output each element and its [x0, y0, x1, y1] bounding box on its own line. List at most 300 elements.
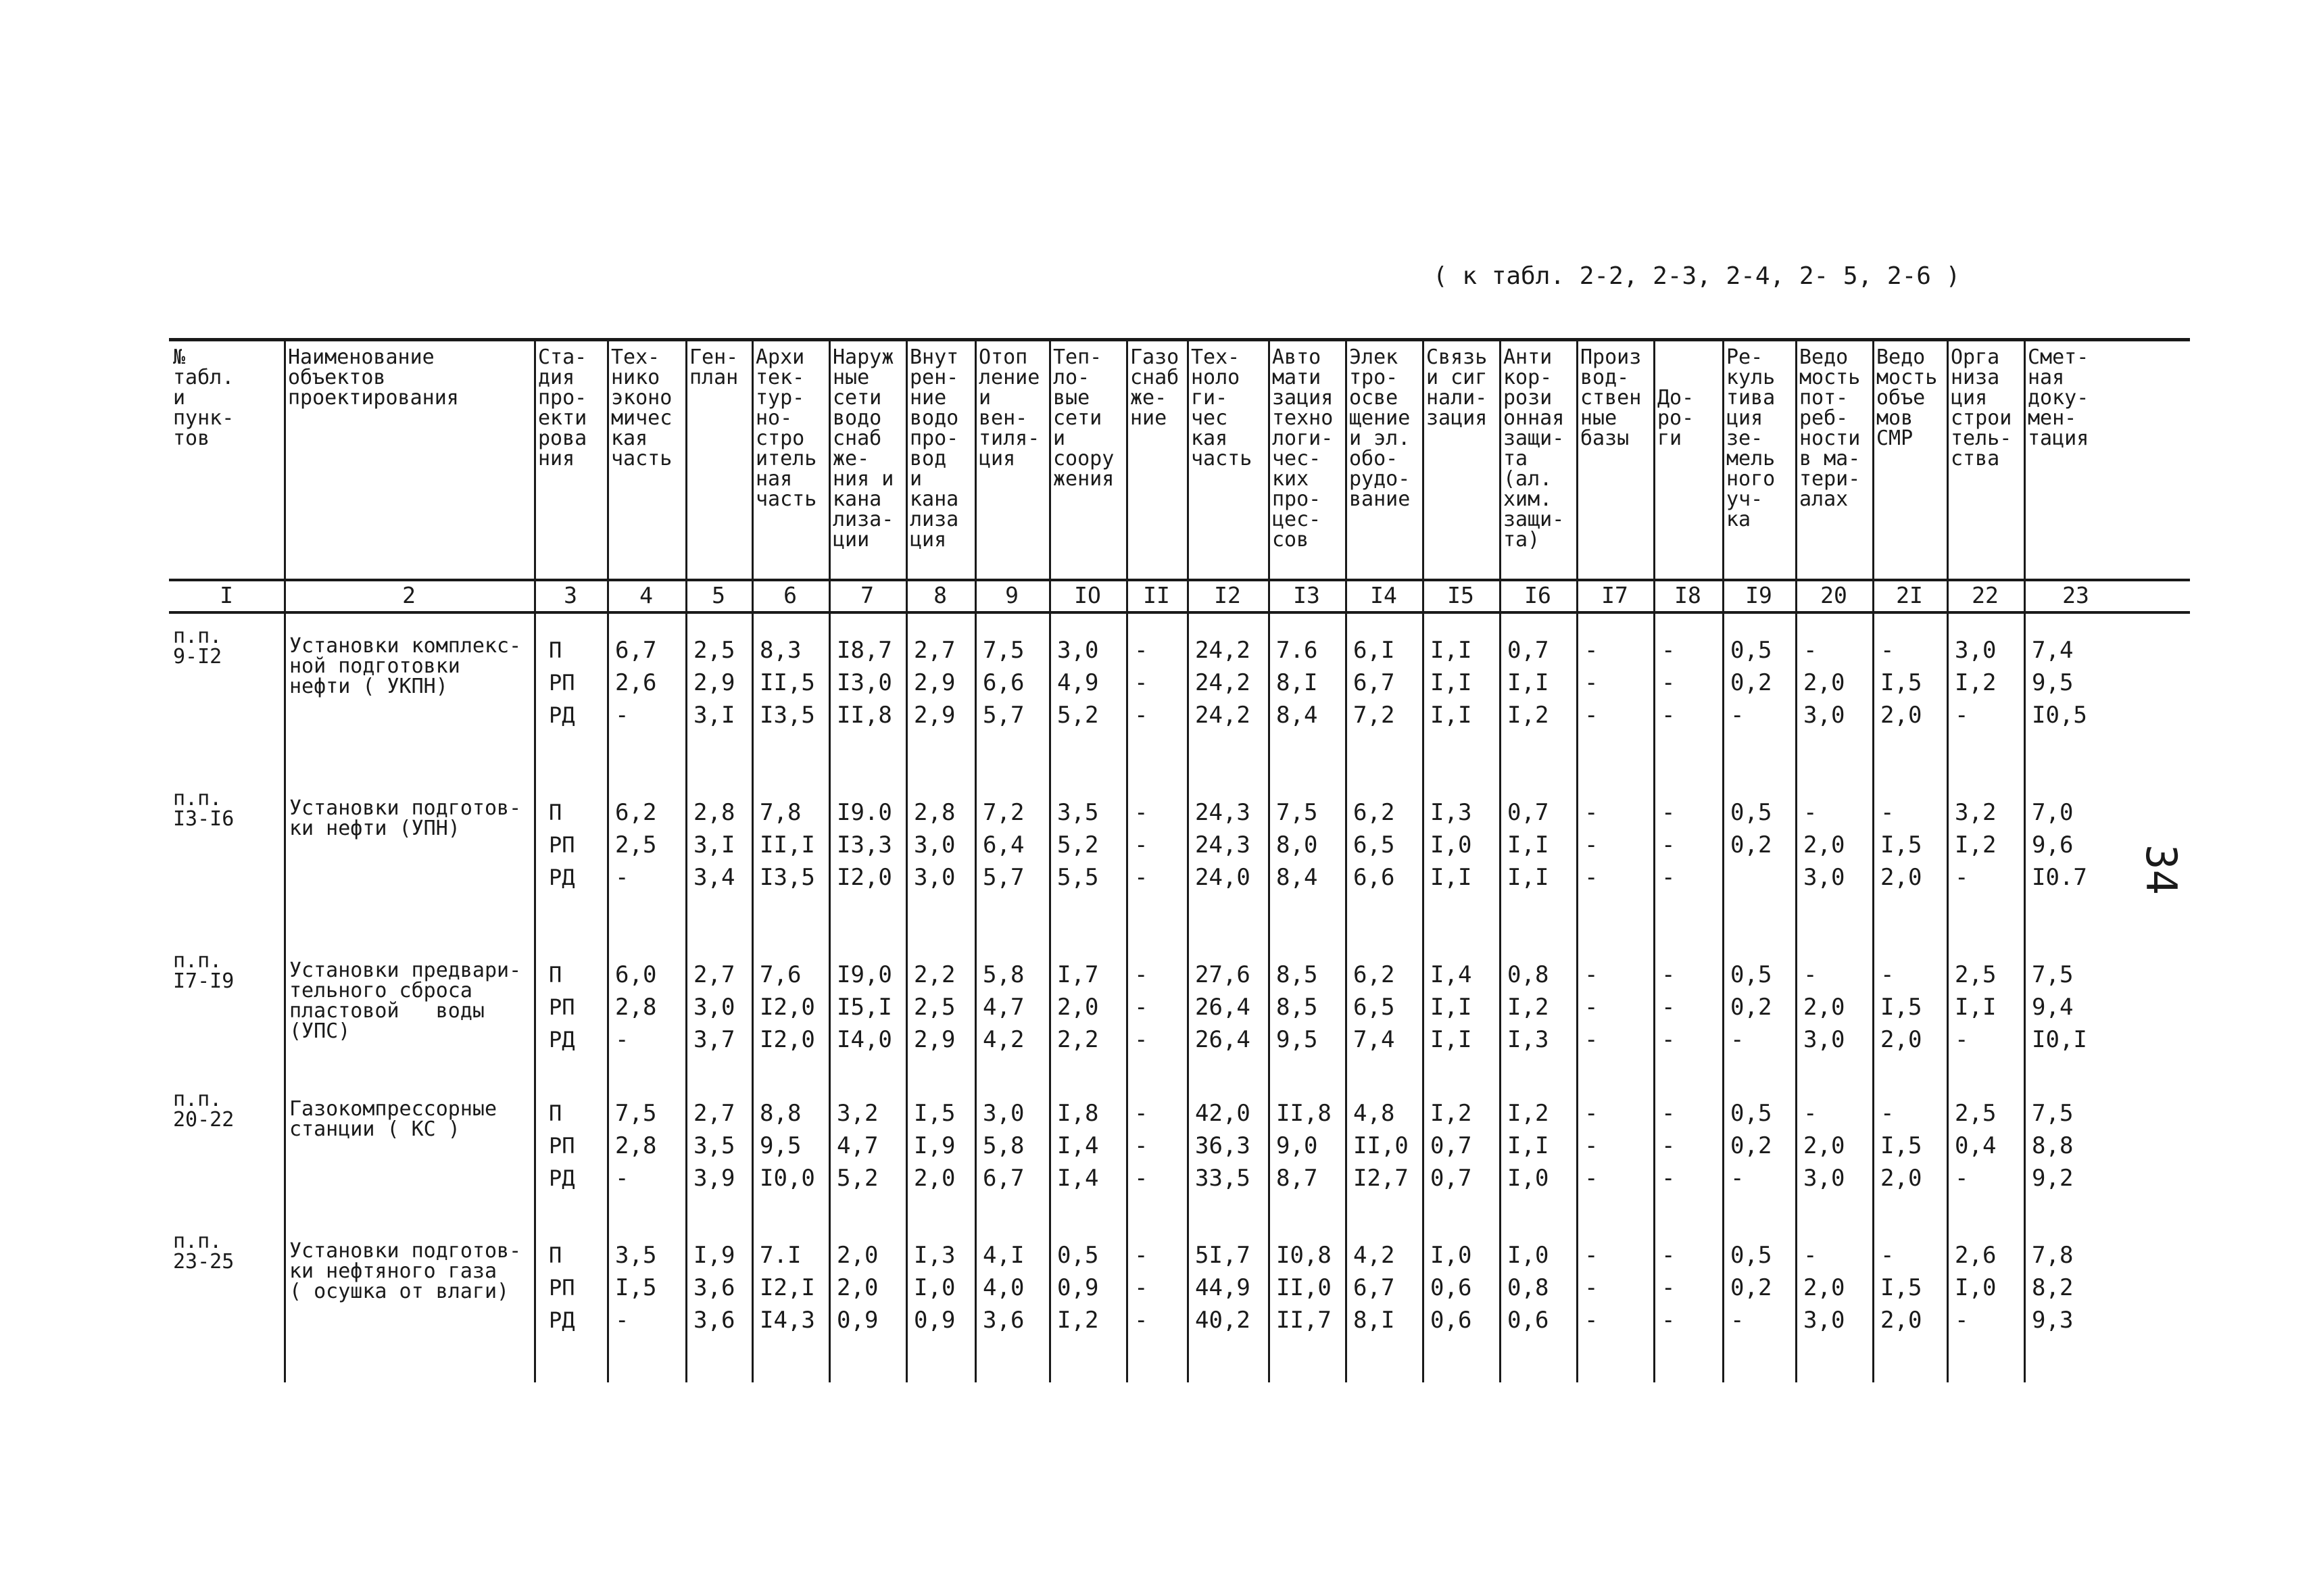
table-cell: 3,2	[837, 1100, 879, 1127]
table-cell: -	[1661, 1242, 1676, 1269]
table-cell: -	[1955, 702, 1969, 729]
object-name: Газокомпрессорные станции ( КС )	[289, 1097, 497, 1141]
table-cell: I,5	[1880, 831, 1922, 859]
column-header: № табл. и пунк- тов	[173, 345, 235, 450]
table-cell: 2,7	[693, 1100, 735, 1127]
table-cell: 9,2	[2032, 1165, 2074, 1192]
table-cell: -	[1134, 1165, 1148, 1192]
column-header: Элек тро- осве щение и эл. обо- рудо- вание	[1349, 345, 1411, 511]
table-cell: -	[1584, 799, 1599, 826]
column-divider	[906, 338, 908, 1382]
table-cell: I2,7	[1353, 1165, 1409, 1192]
table-cell: I,I	[1507, 1132, 1549, 1159]
table-cell: -	[1584, 831, 1599, 859]
table-cell: I2,I	[760, 1274, 815, 1301]
table-cell: -	[1880, 637, 1895, 664]
table-cell: I9,0	[837, 961, 892, 988]
table-cell: -	[1134, 994, 1148, 1021]
table-cell: 3,5	[1057, 799, 1099, 826]
table-cell: 2,0	[1803, 1132, 1845, 1159]
table-cell: I2,0	[837, 864, 892, 891]
table-cell: 2,7	[914, 637, 956, 664]
table-cell: -	[1134, 1026, 1148, 1053]
column-divider	[1653, 338, 1655, 1382]
table-cell: I,5	[615, 1274, 657, 1301]
column-divider	[1126, 338, 1128, 1382]
table-cell: 0,4	[1955, 1132, 1997, 1159]
table-cell: 7,5	[983, 637, 1025, 664]
table-cell: 6,4	[983, 831, 1025, 859]
table-cell: -	[1803, 1242, 1818, 1269]
table-cell: 2,5	[914, 994, 956, 1021]
table-cell: -	[1584, 702, 1599, 729]
table-cell: 2,0	[914, 1165, 956, 1192]
column-number: I9	[1745, 582, 1772, 608]
table-cell: 0,7	[1430, 1165, 1472, 1192]
table-cell: 2,0	[1880, 702, 1922, 729]
stage-cell: П	[549, 637, 562, 663]
table-cell: -	[1730, 702, 1745, 729]
column-header: Ведо мость пот- реб- ности в ма- тери- алах	[1799, 345, 1861, 511]
table-cell: 36,3	[1195, 1132, 1250, 1159]
table-cell: I3,5	[760, 702, 815, 729]
table-cell: 42,0	[1195, 1100, 1250, 1127]
table-cell: 3,0	[914, 864, 956, 891]
table-cell: 0,8	[1507, 961, 1549, 988]
table-cell: -	[1803, 1100, 1818, 1127]
table-cell: 2,8	[693, 799, 735, 826]
column-divider	[1872, 338, 1874, 1382]
table-cell: 24,2	[1195, 702, 1250, 729]
table-cell: 0,5	[1730, 799, 1772, 826]
table-cell: 0,2	[1730, 831, 1772, 859]
column-header: Ген- план	[689, 345, 739, 389]
table-cell: 3,0	[1955, 637, 1997, 664]
table-cell: 3,2	[1955, 799, 1997, 826]
column-divider	[1576, 338, 1578, 1382]
column-number: I	[220, 582, 233, 608]
table-cell: -	[1880, 1100, 1895, 1127]
column-divider	[2024, 338, 2026, 1382]
table-cell: -	[1661, 831, 1676, 859]
table-cell: 3,0	[1803, 864, 1845, 891]
table-cell: 4,2	[983, 1026, 1025, 1053]
table-cell: -	[1584, 669, 1599, 696]
table-cell: 2,8	[615, 1132, 657, 1159]
table-cell: 6,7	[1353, 669, 1395, 696]
column-divider	[1722, 338, 1724, 1382]
table-cell: II,7	[1276, 1307, 1332, 1334]
column-header: До- ро- ги	[1657, 386, 1695, 450]
table-cell: I,5	[1880, 1274, 1922, 1301]
table-cell: I,I	[1507, 831, 1549, 859]
table-cell: 4,7	[983, 994, 1025, 1021]
table-cell: 8,I	[1276, 669, 1318, 696]
table-cell: -	[1730, 1165, 1745, 1192]
table-cell: 4,2	[1353, 1242, 1395, 1269]
table-cell: I0,I	[2032, 1026, 2087, 1053]
table-cell: -	[1584, 1132, 1599, 1159]
table-cell: -	[1134, 637, 1148, 664]
table-cell: 9,5	[1276, 1026, 1318, 1053]
table-cell: 8,2	[2032, 1274, 2074, 1301]
table-cell: -	[1584, 1242, 1599, 1269]
table-cell: -	[615, 864, 629, 891]
table-cell: I,5	[1880, 994, 1922, 1021]
table-cell: 2,2	[1057, 1026, 1099, 1053]
table-cell: 5,2	[1057, 831, 1099, 859]
column-number: 6	[783, 582, 797, 608]
column-number: 4	[639, 582, 653, 608]
stage-cell: РП	[549, 994, 575, 1020]
table-cell: 2,0	[837, 1242, 879, 1269]
table-cell: I0,8	[1276, 1242, 1332, 1269]
table-cell: 5,5	[1057, 864, 1099, 891]
table-cell: 26,4	[1195, 994, 1250, 1021]
table-cell: 5,7	[983, 864, 1025, 891]
table-cell: I,0	[1430, 831, 1472, 859]
table-cell: 7,8	[760, 799, 802, 826]
column-header: Произ вод- ствен ные базы	[1580, 345, 1642, 450]
table-cell: 0,5	[1730, 961, 1772, 988]
table-cell: I5,I	[837, 994, 892, 1021]
table-cell: 3,5	[693, 1132, 735, 1159]
column-divider	[1422, 338, 1424, 1382]
column-header: Наименование объектов проектирования	[288, 345, 459, 410]
stage-cell: РП	[549, 1133, 575, 1159]
column-number: I6	[1524, 582, 1551, 608]
table-cell: 3,I	[693, 702, 735, 729]
table-cell: I3,0	[837, 669, 892, 696]
table-cell: 9,3	[2032, 1307, 2074, 1334]
table-cell: 24,2	[1195, 669, 1250, 696]
table-cell: 7,4	[1353, 1026, 1395, 1053]
table-cell: 8,5	[1276, 994, 1318, 1021]
table-cell: I0.7	[2032, 864, 2087, 891]
column-number: I4	[1370, 582, 1397, 608]
table-cell: -	[1584, 864, 1599, 891]
table-cell: 3,9	[693, 1165, 735, 1192]
stage-cell: П	[549, 962, 562, 988]
table-cell: I2,0	[760, 994, 815, 1021]
table-cell: I,0	[1955, 1274, 1997, 1301]
column-divider	[534, 338, 536, 1382]
table-cell: II,8	[837, 702, 892, 729]
column-divider	[752, 338, 754, 1382]
table-cell: 3,6	[693, 1274, 735, 1301]
table-cell: 0,5	[1730, 1100, 1772, 1127]
table-cell: I4,0	[837, 1026, 892, 1053]
table-cell: I,0	[914, 1274, 956, 1301]
table-cell: 24,2	[1195, 637, 1250, 664]
table-cell: 3,0	[914, 831, 956, 859]
table-cell: I,2	[1955, 669, 1997, 696]
stage-cell: П	[549, 1101, 562, 1126]
table-cell: 0,5	[1730, 1242, 1772, 1269]
table-cell: 0,9	[914, 1307, 956, 1334]
table-cell: -	[1584, 1100, 1599, 1127]
table-cell: 27,6	[1195, 961, 1250, 988]
column-number: IO	[1074, 582, 1101, 608]
column-number: I3	[1293, 582, 1320, 608]
table-cell: 2,6	[615, 669, 657, 696]
table-cell: -	[1661, 961, 1676, 988]
table-cell: 3,0	[1803, 1165, 1845, 1192]
table-cell: 3,5	[615, 1242, 657, 1269]
table-cell: 3,0	[1803, 1026, 1845, 1053]
table-cell: 0,2	[1730, 1274, 1772, 1301]
column-header: Отоп ление и вен- тиля- ция	[979, 345, 1040, 470]
table-cell: 0,6	[1507, 1307, 1549, 1334]
table-cell: I,I	[1430, 994, 1472, 1021]
object-name: Установки подготов- ки нефтяного газа ( осушка от влаги)	[289, 1239, 522, 1303]
stage-cell: РП	[549, 832, 575, 858]
table-cell: I,5	[914, 1100, 956, 1127]
table-cell: 5,8	[983, 1132, 1025, 1159]
table-cell: -	[1880, 799, 1895, 826]
table-cell: -	[1134, 831, 1148, 859]
table-cell: I,0	[1430, 1242, 1472, 1269]
column-number: 22	[1972, 582, 1999, 608]
table-cell: -	[1661, 1026, 1676, 1053]
table-cell: 7,5	[2032, 961, 2074, 988]
table-cell: -	[1661, 1100, 1676, 1127]
table-cell: 2,0	[1803, 669, 1845, 696]
column-divider	[607, 338, 609, 1382]
table-cell: -	[1955, 1165, 1969, 1192]
table-cell: 3,I	[693, 831, 735, 859]
column-number: I2	[1214, 582, 1241, 608]
table-cell: -	[1661, 864, 1676, 891]
table-cell: 4,7	[837, 1132, 879, 1159]
table-cell: 0,6	[1430, 1307, 1472, 1334]
table-cell: -	[1661, 1132, 1676, 1159]
table-cell: -	[1134, 1132, 1148, 1159]
table-cell: I,I	[1430, 1026, 1472, 1053]
table-cell: I,I	[1430, 702, 1472, 729]
table-cell: I,3	[1507, 1026, 1549, 1053]
column-header: Архи тек- тур- но- стро итель ная часть	[756, 345, 817, 511]
table-cell: 7,2	[983, 799, 1025, 826]
column-number: 2	[402, 582, 416, 608]
table-cell: 7,2	[1353, 702, 1395, 729]
table-cell: -	[1584, 1165, 1599, 1192]
table-top-rule	[169, 338, 2190, 341]
table-cell: -	[1880, 961, 1895, 988]
table-cell: I,0	[1507, 1242, 1549, 1269]
table-cell: -	[1661, 637, 1676, 664]
table-cell: -	[1134, 1274, 1148, 1301]
table-cell: 40,2	[1195, 1307, 1250, 1334]
table-cell: 3,4	[693, 864, 735, 891]
stage-cell: РД	[549, 865, 575, 890]
column-header: Анти кор- рози онная защи- та (ал. хим. защи- та)	[1503, 345, 1565, 552]
table-cell: 44,9	[1195, 1274, 1250, 1301]
table-cell: 6,7	[1353, 1274, 1395, 1301]
table-cell: 3,6	[983, 1307, 1025, 1334]
table-cell: -	[1661, 1307, 1676, 1334]
table-cell: 8,3	[760, 637, 802, 664]
stage-cell: РП	[549, 1275, 575, 1301]
table-cell: -	[1584, 994, 1599, 1021]
table-cell: 3,0	[1803, 702, 1845, 729]
table-cell: 26,4	[1195, 1026, 1250, 1053]
table-cell: -	[1730, 1307, 1745, 1334]
table-cell: 2,8	[914, 799, 956, 826]
table-cell: 2,8	[615, 994, 657, 1021]
column-number: 9	[1005, 582, 1019, 608]
table-cell: 6,6	[1353, 864, 1395, 891]
column-number: II	[1143, 582, 1170, 608]
table-cell: 0,7	[1507, 799, 1549, 826]
column-number: 8	[933, 582, 947, 608]
table-cell: 0,9	[837, 1307, 879, 1334]
column-divider	[975, 338, 977, 1382]
table-cell: 8,4	[1276, 864, 1318, 891]
table-cell: 3,6	[693, 1307, 735, 1334]
column-number: 3	[564, 582, 577, 608]
column-divider	[1345, 338, 1347, 1382]
table-cell: 9,0	[1276, 1132, 1318, 1159]
column-divider	[685, 338, 687, 1382]
table-cell: I,2	[1507, 994, 1549, 1021]
column-header: Наруж ные сети водо снаб же- ния и кана лиза- ции	[833, 345, 894, 552]
column-number: I7	[1601, 582, 1628, 608]
stage-cell: РП	[549, 670, 575, 696]
table-cell: I,I	[1955, 994, 1997, 1021]
column-header: Газо снаб же- ние	[1130, 345, 1179, 430]
group-id: п.п. 20-22	[173, 1088, 235, 1132]
table-cell: -	[1584, 961, 1599, 988]
table-cell: 0,2	[1730, 1132, 1772, 1159]
table-cell: I,I	[1430, 864, 1472, 891]
group-id: п.п. 23-25	[173, 1230, 235, 1274]
table-cell: 7.6	[1276, 637, 1318, 664]
table-cell: 2,9	[693, 669, 735, 696]
table-cell: 0,2	[1730, 669, 1772, 696]
column-number: I8	[1674, 582, 1701, 608]
table-cell: -	[1661, 669, 1676, 696]
table-cell: 2,0	[1803, 1274, 1845, 1301]
column-header: Теп- ло- вые сети и соору жения	[1053, 345, 1115, 491]
table-cell: -	[1584, 1274, 1599, 1301]
table-cell: 4,I	[983, 1242, 1025, 1269]
table-cell: -	[1955, 864, 1969, 891]
table-cell: -	[1584, 637, 1599, 664]
column-header: Тех- ноло ги- чес кая часть	[1191, 345, 1252, 470]
table-cell: I,2	[1955, 831, 1997, 859]
object-name: Установки комплекс- ной подготовки нефти ( УКПН)	[289, 634, 522, 698]
column-number: 5	[712, 582, 725, 608]
table-cell: -	[1803, 799, 1818, 826]
stage-cell: РД	[549, 1027, 575, 1053]
table-cell: I,2	[1507, 1100, 1549, 1127]
table-cell: 8,0	[1276, 831, 1318, 859]
page-number: 34	[2136, 844, 2186, 895]
table-cell: 0,7	[1430, 1132, 1472, 1159]
table-cell: 5,2	[837, 1165, 879, 1192]
column-divider	[829, 338, 831, 1382]
stage-cell: РД	[549, 702, 575, 728]
table-cell: II,0	[1353, 1132, 1409, 1159]
table-cell: 7,5	[615, 1100, 657, 1127]
table-cell: 2,0	[837, 1274, 879, 1301]
table-cell: 6,0	[615, 961, 657, 988]
column-number: 23	[2062, 582, 2089, 608]
table-cell: 3,0	[983, 1100, 1025, 1127]
object-name: Установки предвари- тельного сброса пластовой воды (УПС)	[289, 959, 522, 1043]
column-divider	[1795, 338, 1797, 1382]
column-divider	[1499, 338, 1501, 1382]
table-cell: 2,9	[914, 702, 956, 729]
table-cell: -	[1803, 961, 1818, 988]
column-header: Ре- куль тива ция зе- мель ного уч- ка	[1726, 345, 1776, 531]
table-cell: 8,4	[1276, 702, 1318, 729]
column-divider	[284, 338, 286, 1382]
column-number: 2I	[1896, 582, 1923, 608]
table-cell: 7.I	[760, 1242, 802, 1269]
table-cell: -	[1134, 1100, 1148, 1127]
stage-cell: РД	[549, 1307, 575, 1333]
table-cell: -	[1803, 637, 1818, 664]
column-divider	[1947, 338, 1949, 1382]
table-cell: 6,6	[983, 669, 1025, 696]
table-cell: I,2	[1430, 1100, 1472, 1127]
stage-cell: П	[549, 1242, 562, 1268]
table-cell: 2,0	[1880, 864, 1922, 891]
table-cell: I4,3	[760, 1307, 815, 1334]
table-cell: I,4	[1057, 1165, 1099, 1192]
table-cell: 6,7	[983, 1165, 1025, 1192]
column-header: Тех- нико эконо мичес кая часть	[611, 345, 673, 470]
table-cell: 7,5	[1276, 799, 1318, 826]
table-cell: 5,8	[983, 961, 1025, 988]
table-cell: -	[1955, 1026, 1969, 1053]
header-bottom-rule	[169, 579, 2190, 581]
table-cell: -	[1134, 1307, 1148, 1334]
table-cell: 0,5	[1730, 637, 1772, 664]
table-cell: 9,6	[2032, 831, 2074, 859]
table-cell: 8,5	[1276, 961, 1318, 988]
table-cell: 7,4	[2032, 637, 2074, 664]
table-cell: -	[1584, 1307, 1599, 1334]
table-cell: 2,5	[1955, 961, 1997, 988]
table-cell: I,4	[1057, 1132, 1099, 1159]
table-cell: I,9	[914, 1132, 956, 1159]
column-header: Ста- дия про- екти рова ния	[538, 345, 587, 470]
table-cell: I,3	[914, 1242, 956, 1269]
table-cell: -	[1880, 1242, 1895, 1269]
column-number: I5	[1447, 582, 1474, 608]
table-cell: 9,4	[2032, 994, 2074, 1021]
table-cell: 24,3	[1195, 799, 1250, 826]
table-cell: 0,7	[1507, 637, 1549, 664]
table-cell: 0,6	[1430, 1274, 1472, 1301]
column-header: Орга низа ция строи тель- ства	[1951, 345, 2012, 470]
group-id: п.п. I7-I9	[173, 949, 235, 993]
table-cell: 8,I	[1353, 1307, 1395, 1334]
table-cell: 2,6	[1955, 1242, 1997, 1269]
table-cell: 8,7	[1276, 1165, 1318, 1192]
table-cell: I,I	[1507, 669, 1549, 696]
table-cell: 2,9	[914, 669, 956, 696]
table-cell: 2,2	[914, 961, 956, 988]
column-header: Смет- ная доку- мен- тация	[2028, 345, 2089, 450]
table-cell: 0,2	[1730, 994, 1772, 1021]
table-cell: I0,5	[2032, 702, 2087, 729]
column-divider	[1268, 338, 1270, 1382]
table-cell: 2,0	[1057, 994, 1099, 1021]
